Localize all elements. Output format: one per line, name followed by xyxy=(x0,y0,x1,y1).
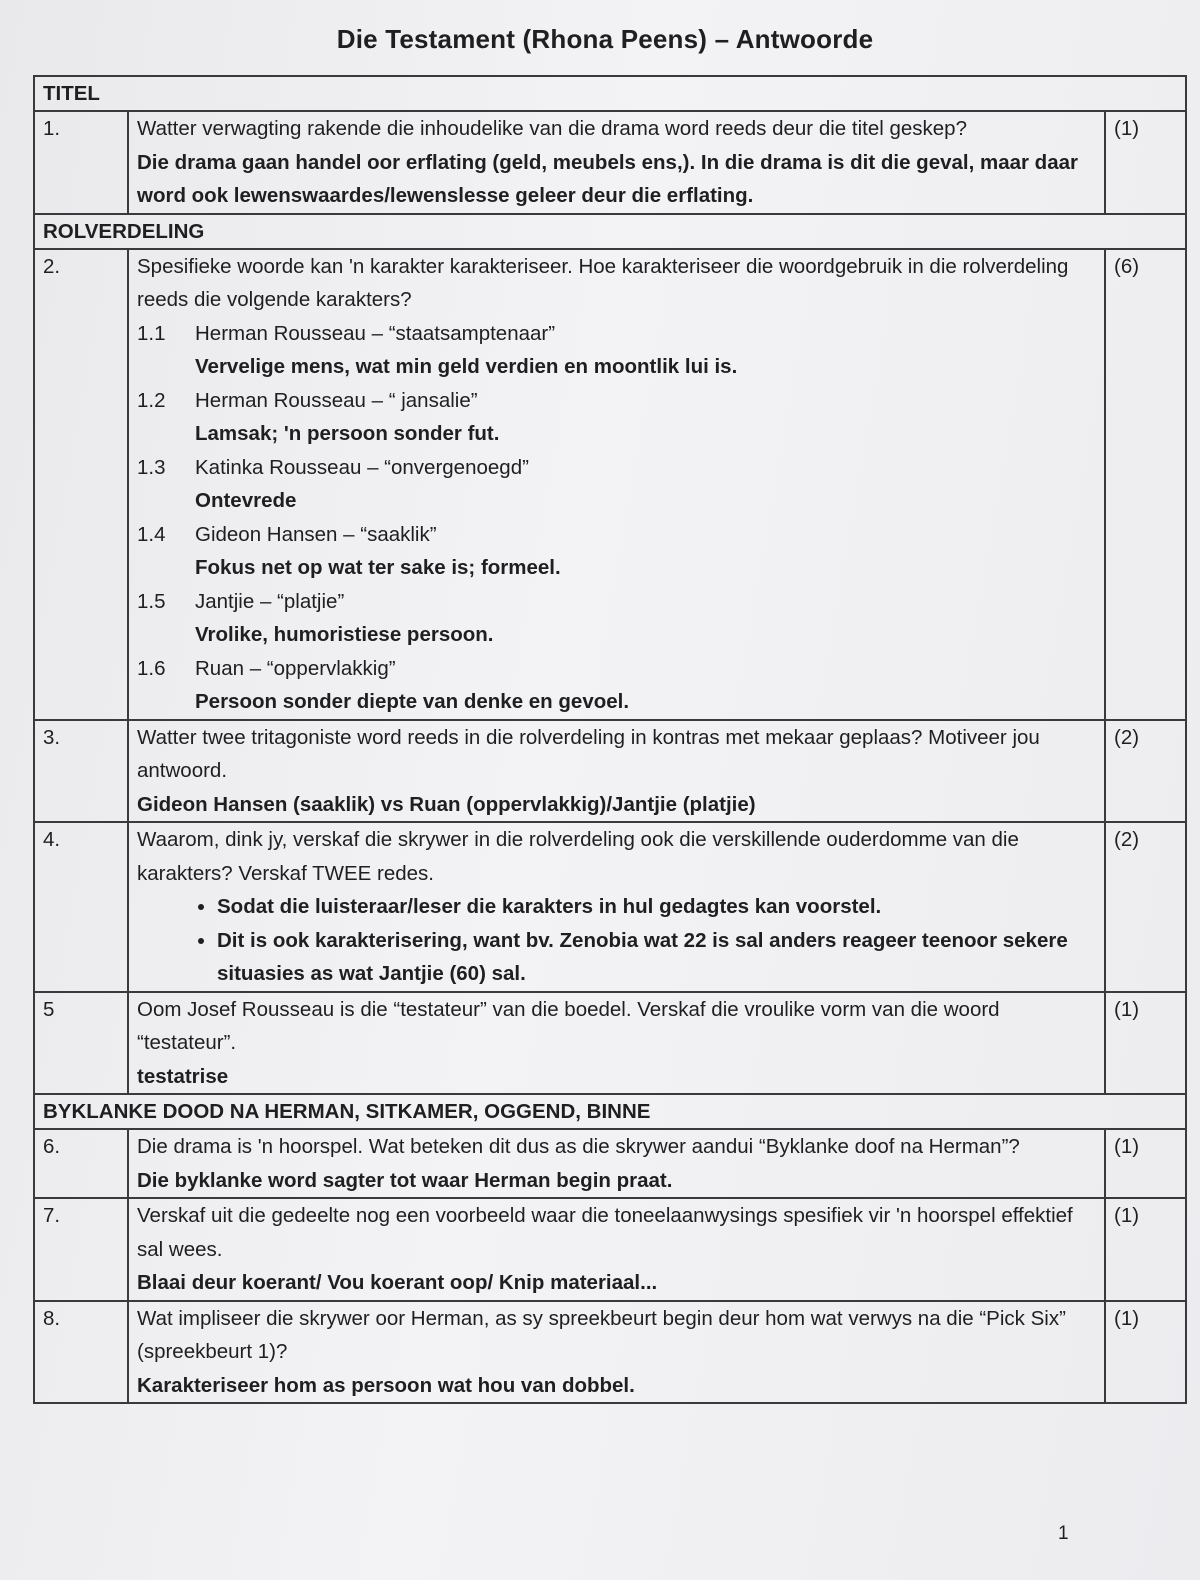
question-number: 4. xyxy=(34,822,128,992)
sub-answer-text: Vrolike, humoristiese persoon. xyxy=(195,623,494,646)
sub-question-number: 1.5 xyxy=(137,589,166,613)
question-text: Spesifieke woorde kan 'n karakter karakteriseer. Hoe karakteriseer die woordgebruik in die rolverdeling reeds die volgende karakters? xyxy=(137,254,1069,311)
question-number: 6. xyxy=(34,1129,128,1198)
sub-question xyxy=(137,652,1096,719)
answer-bullet: • Sodat die luisteraar/leser die karakters in hul gedagtes kan voorstel. xyxy=(217,890,1096,924)
question-row-8 xyxy=(34,1301,1186,1404)
question-marks: (2) xyxy=(1105,720,1186,823)
section-heading: TITEL xyxy=(34,76,1186,111)
question-number: 2. xyxy=(34,249,128,720)
sub-answer-text: Vervelige mens, wat min geld verdien en moontlik lui is. xyxy=(195,355,738,378)
question-row-4 xyxy=(34,822,1186,992)
sub-question xyxy=(137,384,1096,451)
sub-question-text: Gideon Hansen – “saaklik” xyxy=(195,522,437,546)
sub-question xyxy=(137,451,1096,518)
sub-answer-text: Ontevrede xyxy=(195,489,297,512)
question-marks: (1) xyxy=(1105,111,1186,214)
section-heading: BYKLANKE DOOD NA HERMAN, SITKAMER, OGGEND, BINNE xyxy=(34,1094,1186,1129)
question-row-7 xyxy=(34,1198,1186,1301)
question-marks: (1) xyxy=(1105,1301,1186,1404)
question-text: Wat impliseer die skrywer oor Herman, as sy spreekbeurt begin deur hom wat verwys na die “Pick Six” (spreekbeurt 1)? xyxy=(137,1306,1066,1363)
sub-question-number: 1.3 xyxy=(137,455,166,479)
question-cell xyxy=(128,992,1105,1095)
sub-question-number: 1.6 xyxy=(137,656,166,680)
question-row-2 xyxy=(34,249,1186,720)
question-number: 5 xyxy=(34,992,128,1095)
answer-bullet: • Dit is ook karakterisering, want bv. Zenobia wat 22 is sal anders reageer teenoor sekere situasies as wat Jantjie (60) sal. xyxy=(217,924,1096,991)
question-marks: (1) xyxy=(1105,992,1186,1095)
answer-text: Die byklanke word sagter tot waar Herman begin praat. xyxy=(137,1168,673,1192)
question-number: 8. xyxy=(34,1301,128,1404)
sub-question-number: 1.2 xyxy=(137,388,166,412)
question-marks: (6) xyxy=(1105,249,1186,720)
question-row-1 xyxy=(34,111,1186,214)
sub-question-text: Herman Rousseau – “staatsamptenaar” xyxy=(195,321,556,345)
question-text: Oom Josef Rousseau is die “testateur” van die boedel. Verskaf die vroulike vorm van die woord “testateur”. xyxy=(137,997,1000,1054)
sub-question-number: 1.1 xyxy=(137,321,166,345)
question-cell xyxy=(128,822,1105,992)
sub-question-text: Jantjie – “platjie” xyxy=(195,589,345,613)
answer-text: Karakteriseer hom as persoon wat hou van dobbel. xyxy=(137,1373,635,1397)
section-row-rolverdeling xyxy=(34,214,1186,249)
sub-answer-text: Persoon sonder diepte van denke en gevoel. xyxy=(195,690,630,713)
question-text: Verskaf uit die gedeelte nog een voorbeeld waar die toneelaanwysings spesifiek vir 'n hoorspel effektief sal wees. xyxy=(137,1204,1073,1261)
sub-question-text: Katinka Rousseau – “onvergenoegd” xyxy=(195,455,529,479)
document-title: Die Testament (Rhona Peens) – Antwoorde xyxy=(336,24,874,54)
page-number: 1 xyxy=(1058,1523,1069,1544)
question-marks: (1) xyxy=(1105,1198,1186,1301)
question-marks: (1) xyxy=(1105,1129,1186,1198)
sub-question-text: Herman Rousseau – “ jansalie” xyxy=(195,388,478,412)
question-text: Die drama is 'n hoorspel. Wat beteken dit dus as die skrywer aandui “Byklanke doof na Herman”? xyxy=(137,1135,1020,1158)
section-heading: ROLVERDELING xyxy=(34,214,1186,249)
answer-text: Blaai deur koerant/ Vou koerant oop/ Knip materiaal... xyxy=(137,1271,658,1294)
question-cell xyxy=(128,1198,1105,1301)
sub-question xyxy=(137,585,1096,652)
question-text: Watter verwagting rakende die inhoudelike van die drama word reeds deur die titel geskep? xyxy=(137,117,967,140)
question-text: Watter twee tritagoniste word reeds in die rolverdeling in kontras met mekaar geplaas? Motiveer jou antwoord. xyxy=(137,725,1040,782)
question-number: 1. xyxy=(34,111,128,214)
sub-question-number: 1.4 xyxy=(137,522,166,546)
sub-answer-text: Fokus net op wat ter sake is; formeel. xyxy=(195,556,561,579)
sub-question xyxy=(137,317,1096,384)
question-cell xyxy=(128,1301,1105,1404)
question-cell xyxy=(128,720,1105,823)
section-row-byklanke xyxy=(34,1094,1186,1129)
sub-question xyxy=(137,518,1096,585)
question-row-3 xyxy=(34,720,1186,823)
question-number: 7. xyxy=(34,1198,128,1301)
question-cell xyxy=(128,249,1105,720)
questions-table xyxy=(33,75,1187,1404)
question-row-5 xyxy=(34,992,1186,1095)
answer-text: Gideon Hansen (saaklik) vs Ruan (oppervlakkig)/Jantjie (platjie) xyxy=(137,792,756,816)
answer-list xyxy=(137,890,1096,991)
question-cell xyxy=(128,111,1105,214)
section-row-titel xyxy=(34,76,1186,111)
answer-text: Die drama gaan handel oor erflating (geld, meubels ens,). In die drama is dit die geval, maar daar word ook lewenswaardes/lewenslesse geleer deur die erflating. xyxy=(137,150,1078,207)
question-number: 3. xyxy=(34,720,128,823)
question-marks: (2) xyxy=(1105,822,1186,992)
answer-text: testatrise xyxy=(137,1064,229,1088)
question-cell xyxy=(128,1129,1105,1198)
question-row-6 xyxy=(34,1129,1186,1198)
sub-question-text: Ruan – “oppervlakkig” xyxy=(195,656,396,680)
sub-answer-text: Lamsak; 'n persoon sonder fut. xyxy=(195,422,500,445)
question-text: Waarom, dink jy, verskaf die skrywer in die rolverdeling ook die verskillende ouderdomme van die karakters? Verskaf TWEE redes. xyxy=(137,828,1019,885)
